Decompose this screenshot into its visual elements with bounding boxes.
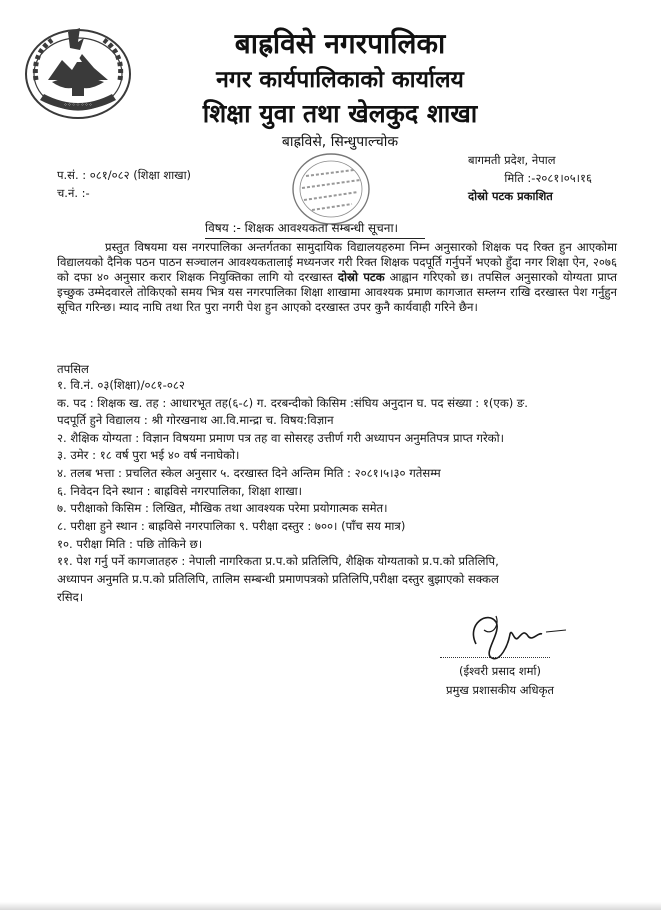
svg-text:⁘⁘⁘⁘⁘⁘⁘: ⁘⁘⁘⁘⁘⁘⁘ <box>63 102 93 108</box>
tapsil-line: २. शैक्षिक योग्यता : विज्ञान विषयमा प्रमाण पत्र तह वा सोसरह उत्तीर्ण गरी अध्यापन अनुमतिपत्र प्राप्त गरेको। <box>57 431 504 445</box>
dispatch-number: च.नं. :- <box>57 186 90 200</box>
signature-line <box>440 657 550 658</box>
notice-subject: विषय :- शिक्षक आवश्यकता सम्बन्धी सूचना। <box>205 219 425 239</box>
second-time-emphasis: दोस्रो पटक <box>337 270 385 285</box>
tapsil-line: ७. परीक्षाको किसिम : लिखित, मौखिक तथा आवश्यक परेमा प्रयोगात्मक समेत। <box>57 501 388 515</box>
province-label: बागमती प्रदेश, नेपाल <box>468 153 556 167</box>
letter-date: मिति :-२०८१।०५।१६ <box>504 171 592 185</box>
branch-name: शिक्षा युवा तथा खेलकुद शाखा <box>202 99 478 128</box>
reference-number: प.सं. : ०८१/०८२ (शिक्षा शाखा) <box>57 168 192 182</box>
tapsil-line: ३. उमेर : १८ वर्ष पुरा भई ४० वर्ष ननाघेको। <box>57 448 240 462</box>
tapsil-line: पदपूर्ति हुने विद्यालय : श्री गोरखनाथ आ.वि.मान्द्रा च. विषय:विज्ञान <box>57 413 334 427</box>
tapsil-line: ११. पेश गर्नु पर्ने कागजातहरु : नेपाली नागरिकता प्र.प.को प्रतिलिपि, शैक्षिक योग्यताको प्र.प.को प्रतिलिपि, <box>57 554 499 568</box>
tapsil-line: रसिद। <box>57 590 84 604</box>
tapsil-line: १. वि.नं. ०३(शिक्षा)/०८१-०८२ <box>57 378 185 392</box>
paragraph-text-start: प्रस्तुत विषयमा यस नगरपालिका अन्तर्गतका सामुदायिक विद्यालयहरुमा निम्न अनुसारको शिक्षक पद रिक्त हुन आएकोमा विद्यालयको दैनिक पठन पाठन सञ्चालन आवश्यकतालाई मध्यनजर गरी रिक्त शिक्षक पदपूर्ति गर्नुपर्ने भएको हुँदा नगर शिक्षा ऐन, २०७६ को दफा ४० अनुसार करार शिक्षक नियुक्तिका लागि यो दरखास्त <box>57 240 617 285</box>
tapsil-heading: तपसिल <box>57 362 89 376</box>
tapsil-line: क. पद : शिक्षक ख. तह : आधारभूत तह(६-८) ग. दरबन्दीको किसिम :संघिय अनुदान घ. पद संख्या : १(एक) ङ. <box>57 396 528 410</box>
notice-paragraph <box>57 240 617 315</box>
tapsil-line: ६. निवेदन दिने स्थान : बाह्रविसे नगरपालिका, शिक्षा शाखा। <box>57 484 303 498</box>
signatory-name: (ईश्वरी प्रसाद शर्मा) <box>459 664 541 678</box>
signatory-title: प्रमुख प्रशासकीय अधिकृत <box>446 683 554 697</box>
office-seal-stamp-icon <box>290 150 372 228</box>
tapsil-line: १०. परीक्षा मिति : पछि तोकिने छ। <box>57 537 203 551</box>
office-name: नगर कार्यपालिकाको कार्यालय <box>216 67 464 93</box>
handwritten-signature-icon <box>462 602 572 672</box>
tapsil-line: ८. परीक्षा हुने स्थान : बाह्रविसे नगरपालिका ९. परीक्षा दस्तुर : ७००। (पाँच सय मात्र) <box>57 519 406 533</box>
tapsil-line: ४. तलब भत्ता : प्रचलित स्केल अनुसार ५. दरखास्त दिने अन्तिम मिति : २०८१।५।३० गतेसम्म <box>57 466 441 480</box>
paragraph-text-end: आह्वान गरिएको छ। तपसिल अनुसारको योग्यता प्राप्त इच्छुक उम्मेदवारले तोकिएको समय भित्र यस नगरपालिका शिक्षा शाखामा आवश्यक प्रमाण कागजात सम्लग्न राखि दरखास्त पेश गर्नुहुन सूचित गरिन्छ। म्याद नाघि तथा रित पुरा नगरी पेश हुन आएको दरखास्त उपर कुनै कार्यवाही गरिने छैन। <box>57 270 617 315</box>
municipality-name: बाह्रविसे नगरपालिका <box>234 27 446 60</box>
tapsil-line: अध्यापन अनुमति प्र.प.को प्रतिलिपि, तालिम सम्बन्धी प्रमाणपत्रको प्रतिलिपि,परीक्षा दस्तुर बुझाएको सक्कल <box>57 572 499 586</box>
office-address: बाह्रविसे, सिन्धुपाल्चोक <box>281 134 399 150</box>
edition-label: दोस्रो पटक प्रकाशित <box>468 189 553 203</box>
nepal-government-emblem-icon <box>22 24 134 120</box>
